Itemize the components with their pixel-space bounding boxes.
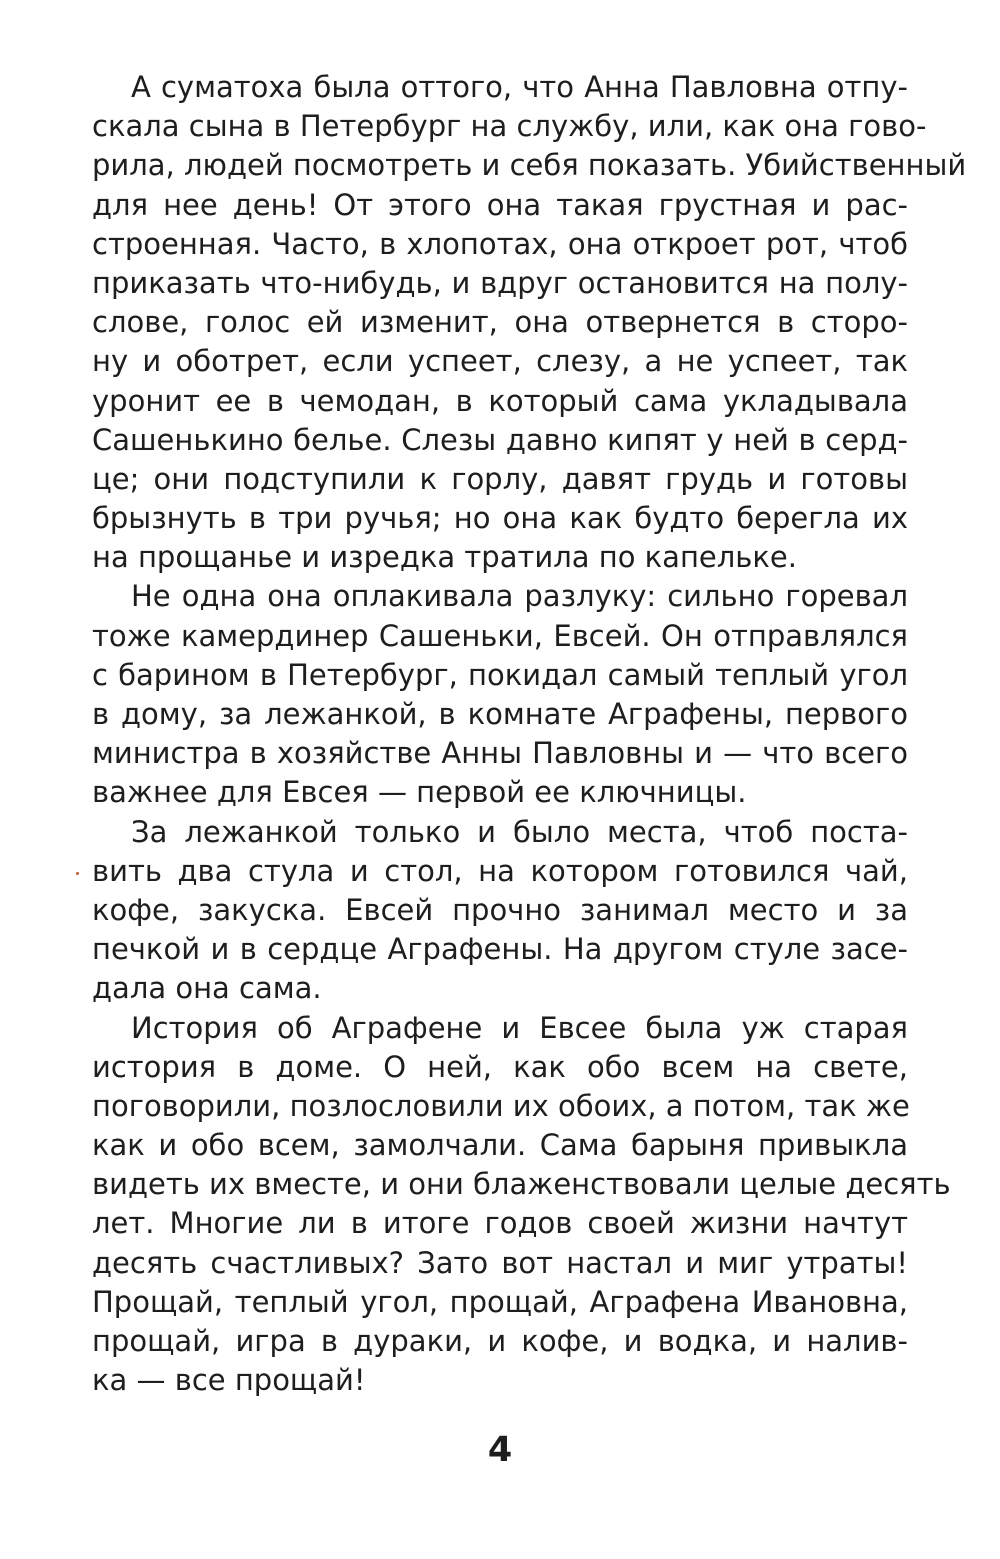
text-line: прощай, игра в дураки, и кофе, и водка, и налив- xyxy=(92,1324,908,1358)
text-line: на прощанье и изредка тратила по капельке. xyxy=(92,540,797,575)
text-line: строенная. Часто, в хлопотах, она откроет рот, чтоб xyxy=(92,226,908,261)
body-text xyxy=(92,68,967,1400)
text-line: вить два стула и стол, на котором готовился чай, xyxy=(92,853,908,888)
text-line: це; они подступили к горлу, давят грудь и готовы xyxy=(92,461,908,496)
text-line: Прощай, теплый угол, прощай, Аграфена Ивановна, xyxy=(92,1284,908,1319)
text-line: история в доме. О ней, как обо всем на свете, xyxy=(92,1049,908,1084)
text-line: Не одна она оплакивала разлуку: сильно горевал xyxy=(131,579,908,614)
text-line: ка — все прощай! xyxy=(92,1363,366,1398)
text-line: как и обо всем, замолчали. Сама барыня привыкла xyxy=(92,1128,908,1163)
text-line: брызнуть в три ручья; но она как будто берегла их xyxy=(92,501,908,536)
text-line: История об Аграфене и Евсее была уж старая xyxy=(131,1010,908,1045)
text-line: За лежанкой только и было места, чтоб поста- xyxy=(131,814,908,849)
paragraph-1 xyxy=(92,68,967,577)
print-speck xyxy=(76,872,79,875)
paragraph-4 xyxy=(92,1009,951,1401)
text-line: слове, голос ей изменит, она отвернется в сторо- xyxy=(92,305,908,340)
text-line: для нее день! От этого она такая грустная и рас- xyxy=(92,187,908,222)
text-line: А суматоха была оттого, что Анна Павловна отпу- xyxy=(131,70,908,104)
text-line: кофе, закуска. Евсей прочно занимал место и за xyxy=(92,892,908,927)
text-line: рила, людей посмотреть и себя показать. Убийственный xyxy=(92,148,967,183)
paragraph-3 xyxy=(92,813,908,1009)
text-line: лет. Многие ли в итоге годов своей жизни начтут xyxy=(92,1206,908,1241)
text-line: с барином в Петербург, покидал самый теплый угол xyxy=(92,657,908,692)
page-number: 4 xyxy=(487,1430,513,1470)
text-line: в дому, за лежанкой, в комнате Аграфены, первого xyxy=(92,697,908,731)
text-line: тоже камердинер Сашеньки, Евсей. Он отправлялся xyxy=(92,618,908,653)
text-line: десять счастливых? Зато вот настал и миг утраты! xyxy=(92,1245,908,1280)
paragraph-2 xyxy=(92,577,908,812)
text-line: Сашенькино белье. Слезы давно кипят у ней в серд- xyxy=(92,422,908,457)
text-line: дала она сама. xyxy=(92,971,322,1006)
text-line: поговорили, позлословили их обоих, а потом, так же xyxy=(92,1088,910,1123)
text-line: видеть их вместе, и они блаженствовали целые десять xyxy=(92,1167,951,1202)
text-line: печкой и в сердце Аграфены. На другом стуле засе- xyxy=(92,932,908,967)
text-line: приказать что-нибудь, и вдруг остановится на полу- xyxy=(92,265,908,300)
text-line: министра в хозяйстве Анны Павловны и — что всего xyxy=(92,736,908,771)
text-line: уронит ее в чемодан, в который сама укладывала xyxy=(92,383,908,418)
text-line: важнее для Евсея — первой ее ключницы. xyxy=(92,775,747,810)
text-line: скала сына в Петербург на службу, или, как она гово- xyxy=(92,109,927,144)
text-line: ну и оботрет, если успеет, слезу, а не успеет, так xyxy=(92,344,908,379)
